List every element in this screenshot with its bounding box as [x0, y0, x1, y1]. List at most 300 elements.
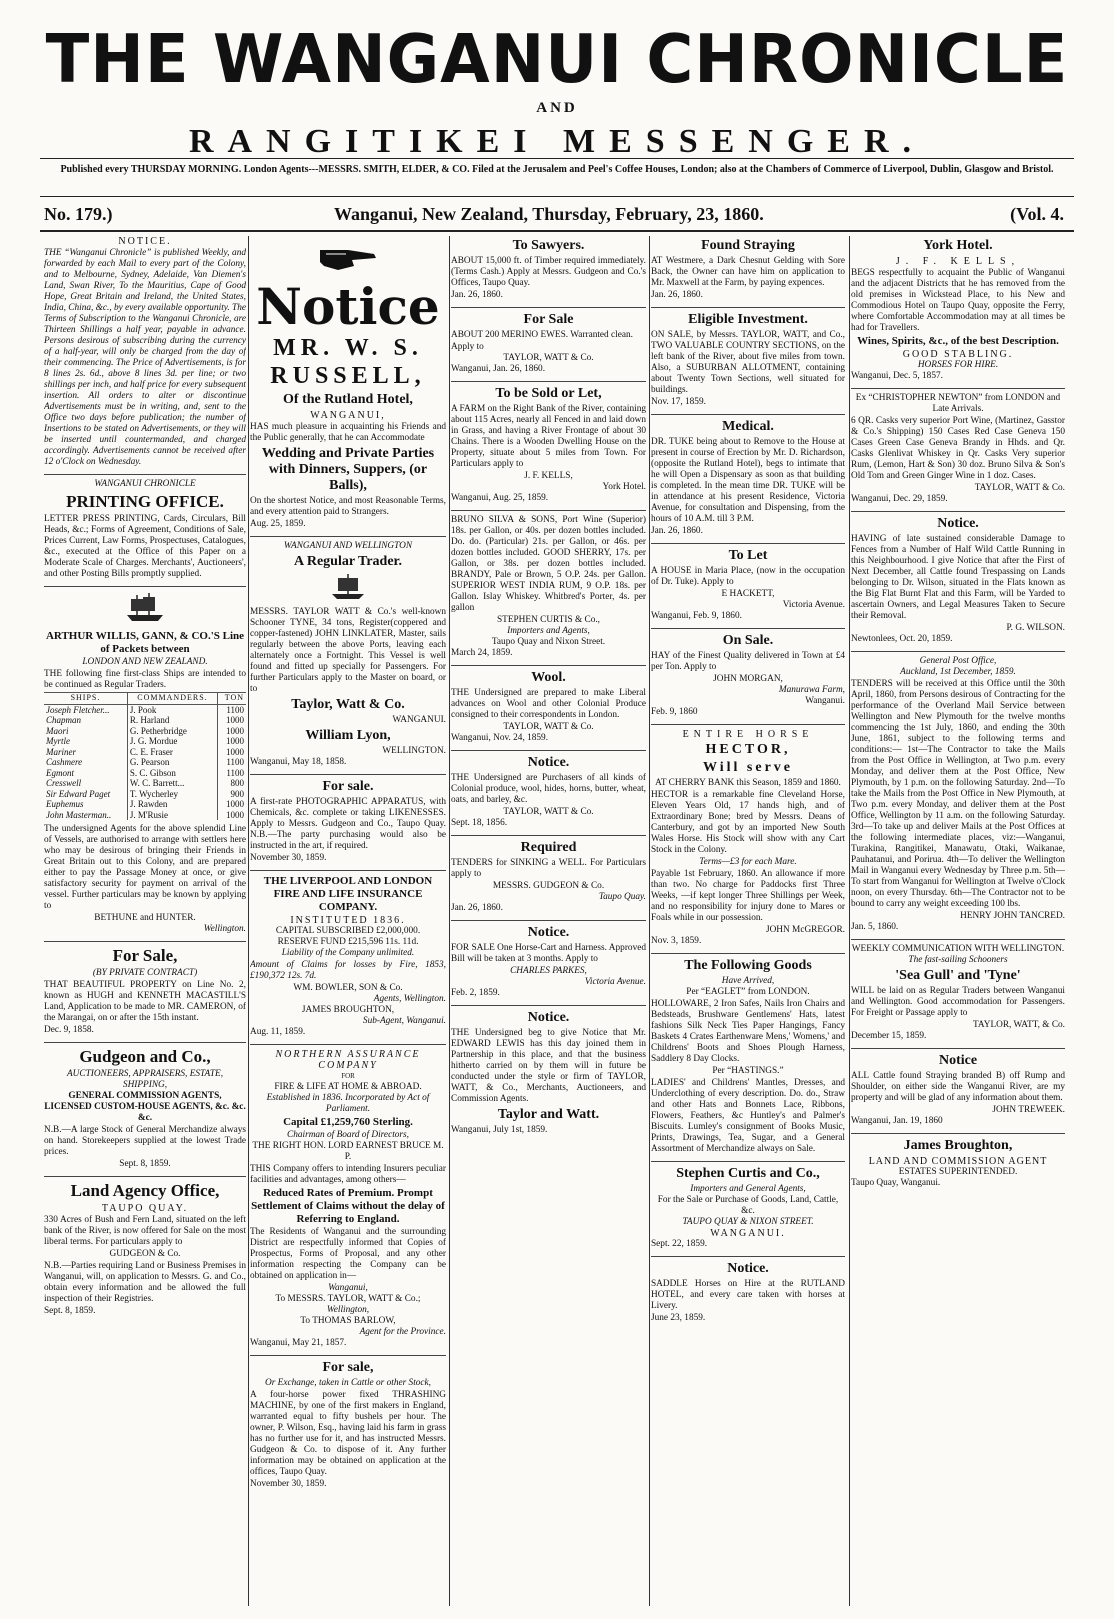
ship-tonnage: 1100 [226, 757, 244, 767]
ewes-heading: For Sale [523, 312, 574, 327]
ex-body: 6 QR. Casks very superior Port Wine, (Martinez, Gasstor & Co.'s Shipping) 150 Cases Red Case Geneva 150 Cases Green Case Geneva Brandy in Hhds. and Qr. Casks Glenlivat Whiskey in Qr. Casks Very superior Rum, (Lemon, Hart & Son) 30 doz. Bruno Silva & Son's Old Tom and Green Ginger Wine in 1 doz. Cases. [851, 416, 1065, 481]
thresh-body: A four-horse power fixed THRASHING MACHINE, by one of the first makers in England, warranted equal to fifty bushels per hour. The owner, P. Wilson, Esq., having laid his farm in grass has no further use for it, and has instructed Messrs. Gudgeon & Co. to dispose of it. Any further information may be obtained on application at the offices, Taupo Quay. [250, 1390, 446, 1477]
goods-subheading: Have Arrived, [721, 976, 775, 986]
table-row [44, 747, 246, 758]
packet-line-place: Wellington. [203, 924, 246, 934]
hay-sale-ad [651, 633, 845, 718]
ship-name: John Masterman.. [44, 810, 127, 821]
issue-number: No. 179.) [44, 204, 113, 224]
russell-name: MR. W. S. RUSSELL, [270, 335, 426, 389]
york-horses: HORSES FOR HIRE. [917, 360, 999, 370]
post-office-tender [851, 656, 1065, 933]
horse-subheading: AT CHERRY BANK this Season, 1859 and 1860. [655, 778, 841, 788]
horse-cart-date: Feb. 2, 1859. [451, 988, 500, 998]
goods-heading: The Following Goods [684, 958, 812, 973]
ship-name: Joseph Fletcher... [44, 704, 127, 715]
insurance-date: Aug. 11, 1859. [250, 1027, 306, 1037]
northern-agent: Agent for the Province. [359, 1327, 446, 1337]
ship-commander: W. C. Barrett... [127, 778, 217, 789]
required-heading: Required [520, 840, 577, 855]
produce-date: Sept. 18, 1856. [451, 818, 508, 828]
onsale-signature-3: Wanganui. [805, 696, 845, 706]
ship-commander: J. G. Mordue [127, 736, 217, 747]
weekly-date: December 15, 1859. [851, 1031, 927, 1041]
notice-big-heading: Notice [256, 277, 440, 336]
ewes-date: Wanganui, Jan. 26, 1860. [451, 364, 546, 374]
packet-line-route: LONDON AND NEW ZEALAND. [82, 657, 208, 667]
table-row [44, 778, 246, 789]
divider [44, 586, 246, 587]
onsale-signature: JOHN MORGAN, [713, 674, 783, 684]
divider [451, 1005, 646, 1006]
divider [44, 474, 246, 475]
northern-heading: NORTHERN ASSURANCE COMPANY [275, 1049, 421, 1071]
dateline-bottom-rule [40, 230, 1074, 232]
divider [44, 1042, 246, 1043]
bruno-signature-3: Taupo Quay and Nixon Street. [491, 637, 606, 647]
sale-body: THAT BEAUTIFUL PROPERTY on Line No. 2, known as HUGH and KENNETH MACASTILL'S Land, Application to be made to MR. CAMERON, of the Marangai, on or after the 15th instant. [44, 980, 246, 1023]
northern-body: THIS Company offers to intending Insurers peculiar facilities and advantages, among others— [250, 1164, 446, 1185]
ship-tonnage: 800 [230, 778, 244, 788]
photo-apparatus-ad [250, 779, 446, 864]
divider [651, 1161, 845, 1162]
divider [851, 388, 1065, 389]
threshing-machine-ad [250, 1360, 446, 1490]
ship-tonnage: 1000 [226, 725, 244, 736]
wool-body: THE Undersigned are prepared to make Liberal advances on Wool and other Colonial Produce consigned to their correspondents in London. [451, 688, 646, 720]
saddle-horses-notice [651, 1261, 845, 1324]
trespass-date: Newtonlees, Oct. 20, 1859. [851, 634, 953, 644]
thresh-date: November 30, 1859. [250, 1479, 327, 1489]
russell-place: WANGANUI, [310, 410, 386, 421]
packet-line-signature: BETHUNE and HUNTER. [94, 913, 196, 923]
ship-name: Myrtle [44, 736, 127, 747]
rutland-hotel: Of the Rutland Hotel, [283, 392, 413, 407]
land-agency-ad [44, 1181, 246, 1317]
york-date: Wanganui, Dec. 5, 1857. [851, 371, 943, 381]
divider [451, 835, 646, 836]
stray-date: Jan. 26, 1860. [651, 290, 703, 300]
invest-body: ON SALE, by Messrs. TAYLOR, WATT, and Co., TWO VALUABLE COUNTRY SECTIONS, on the left bank of the River, about five miles from town. Also, a SUBURBAN ALLOTMENT, containing about Twenty Town Sections, well situated for buildings. [651, 330, 845, 395]
found-straying-ad [651, 238, 845, 301]
weekly-heading: WEEKLY COMMUNICATION WITH WELLINGTON. [851, 944, 1065, 954]
curtis-subheading: Importers and General Agents, [690, 1184, 806, 1194]
printing-office-ad [44, 479, 246, 580]
northern-to-2: To THOMAS BARLOW, [300, 1316, 396, 1326]
ship-tonnage: 1100 [226, 767, 244, 778]
divider [451, 665, 646, 666]
dateline [44, 204, 1074, 228]
table-row [44, 789, 246, 800]
sawyers-heading: To Sawyers. [512, 238, 585, 253]
insurance-capital: CAPITAL SUBSCRIBED £2,000,000. [275, 926, 421, 936]
schooner-icon [250, 572, 446, 606]
goods-per: Per “HASTINGS.” [712, 1066, 784, 1076]
divider [651, 307, 845, 308]
photo-date: November 30, 1859. [250, 853, 327, 863]
bruno-body: BRUNO SILVA & SONS, Port Wine (Superior) 18s. per Gallon, or 40s. per dozen bottles included. Do. do. (Particular) 21s. per Gallon, or 46s. per dozen bottles included. GOOD SHERRY, 17s. per Gallon, or 38s. per dozen bottles included. BRANDY, Pale or Brown, 5 O.P. 24s. per Gallon. SUPERIOR WEST INDIA RUM, 9 O.P. 18s. per Gallon. Islay Whiskey. Whitbred's Porter, 4s. per gallon [451, 515, 646, 613]
well-tender-ad [451, 840, 646, 914]
masthead [0, 22, 1114, 161]
table-row [44, 799, 246, 810]
divider [250, 1044, 446, 1045]
newspaper-title: THE WANGANUI CHRONICLE [45, 21, 1069, 99]
wedding-heading: Wedding and Private Parties with Dinners, Suppers, (or Balls), [261, 446, 435, 493]
ship-name: Cresswell [44, 778, 127, 789]
horse-cart-place: Victoria Avenue. [584, 977, 646, 987]
northern-body-2: The Residents of Wanganui and the surrounding District are respectfully informed that Copies of Prospectus, Forms of Proposal, and any other information respecting the Company can be obtained on application in— [250, 1227, 446, 1281]
column-divider [849, 236, 850, 1606]
cattle-trespass-notice [851, 516, 1065, 645]
post-signature: HENRY JOHN TANCRED. [960, 911, 1065, 921]
land-subheading: TAUPO QUAY. [101, 1203, 189, 1214]
printing-subheading: WANGANUI CHRONICLE [94, 479, 196, 489]
insurance-agent-place: Agents, Wellington. [373, 994, 446, 1004]
ewes-apply: Apply to [451, 342, 484, 352]
notice-body: THE “Wanganui Chronicle” is published Weekly, and forwarded by each Mail to every part of the Colony, and to Melbourne, Sydney, Adelaide, Van Diemen's Land, Swan River, To the Mauritius, Cape of Good Hope, Great Britain and Ireland, the United States, India, China, &c., by every available opportunity. The Terms of Subscription to the Wanganui Chronicle, are Thirteen Shillings a half year, payable in advance. Persons desirous of subscribing during the currency of a half-year, will only be charged from the day of their commencing. The Price of Advertisements, is for 8 lines 2s. 6d., above 8 lines 3d. per line; or two shillings per inch, and half price for every subsequent insertion. All orders to alter or discontinue Advertisements must be in writing, and, sent to the Office two days before publication; the number of Insertions to be stated on Advertisements, or they will be inserted until countermanded, and charged accordingly. Advertisements cannot be received after 12 o'Clock on Wednesday. [44, 248, 246, 467]
horse-body: HECTOR is a remarkable fine Cleveland Horse, Eleven Years Old, 17 hands high, and of Extraordinary Bone; bred by Messrs. Deans of Canterbury, and got by an imported New South Wales Horse. His Stock will show with any Cart Stock in the Colony. [651, 790, 845, 855]
curtis-date: Sept. 22, 1859. [651, 1239, 708, 1249]
divider [651, 543, 845, 544]
land-body: 330 Acres of Bush and Fern Land, situated on the left bank of the River, is now offered for Sale on the most liberal terms. For particulars apply to [44, 1215, 246, 1247]
land-signature: GUDGEON & Co. [109, 1249, 181, 1259]
northern-chairman-label: Chairman of Board of Directors, [287, 1130, 409, 1140]
table-row [44, 810, 246, 821]
divider [651, 414, 845, 415]
ship-name: Cashmere [44, 757, 127, 768]
onsale-date: Feb. 9, 1860 [651, 707, 698, 717]
trader-signature-1: Taylor, Watt & Co. [291, 697, 405, 712]
ship-commander: T. Wycherley [127, 789, 217, 800]
horse-heading-3: Will serve [702, 760, 793, 775]
partnership-date: Wanganui, July 1st, 1859. [451, 1125, 548, 1135]
saddle-date: June 23, 1859. [651, 1313, 706, 1323]
packet-line-ad [44, 630, 246, 935]
gudgeon-heading: Gudgeon and Co., [79, 1047, 211, 1066]
insurance-reserve: RESERVE FUND £215,596 11s. 11d. [277, 937, 419, 947]
northern-date: Wanganui, May 21, 1857. [250, 1338, 347, 1348]
ship-commander: J. Pook [127, 704, 217, 715]
medical-body: DR. TUKE being about to Remove to the House at present in course of Erection by Mr. D. Richardson, (opposite the Rutland Hotel), begs to intimate that he will Open a Dispensary as soon as that building is completed. In the mean time DR. TUKE will be in attendance at his present Residence, Victoria Avenue, for consultation and Dispensing, from the hours of 10 A.M. till 3 P.M. [651, 437, 845, 524]
liverpool-insurance-ad [250, 875, 446, 1038]
stray-cattle-date: Wanganui, Jan. 19, 1860 [851, 1116, 943, 1126]
ship-commander: G. Pearson [127, 757, 217, 768]
insurance-subagent: JAMES BROUGHTON, [301, 1005, 395, 1015]
horse-signature: JOHN McGREGOR. [765, 925, 845, 935]
table-row [44, 704, 246, 715]
divider [250, 1355, 446, 1356]
gudgeon-date: Sept. 8, 1859. [119, 1159, 171, 1169]
printing-body: LETTER PRESS PRINTING, Cards, Circulars, Bill Heads, &c.; Forms of Agreement, Conditions of Sale, Prices Current, Law Forms, Prospectuses, Catalogues, &c., executed at the Office of this Paper on a Moderate Scale of Charges. Merchants', Auctioneers', and other Posting Bills promptly supplied. [44, 514, 246, 579]
york-name: J. F. KELLS, [895, 256, 1021, 267]
partnership-signature: Taylor and Watt. [497, 1107, 600, 1122]
let-place: Victoria Avenue. [782, 600, 845, 610]
york-hotel-ad [851, 238, 1065, 382]
subscription-notice [44, 236, 246, 468]
farm-date: Wanganui, Aug. 25, 1859. [451, 493, 549, 503]
hector-horse-ad [651, 729, 845, 947]
york-body: BEGS respectfully to acquaint the Public of Wanganui and the adjacent Districts that he has removed from the old premises in Wickstead Place, to his New and Commodious Hotel on Taupo Quay, opposite the Ferry, where Comfortable Accommodation may at all times be had for Travellers. [851, 268, 1065, 333]
ship-tonnage: 900 [230, 788, 244, 799]
ship-name: Sir Edward Paget [44, 789, 127, 800]
dateline-top-rule [40, 196, 1074, 197]
curtis-address: TAUPO QUAY & NIXON STREET. [682, 1217, 814, 1227]
ship-name: Chapman [44, 715, 127, 726]
ship-tonnage: 1100 [226, 704, 244, 715]
masthead-and: AND [536, 100, 578, 116]
volume-number: (Vol. 4. [1010, 204, 1064, 224]
column-divider [649, 236, 650, 1606]
ship-name: Euphemus [44, 799, 127, 810]
table-row [44, 715, 246, 726]
goods-subheading-2: Per “EAGLET” from LONDON. [686, 987, 810, 997]
divider [44, 1176, 246, 1177]
curtis-heading: Stephen Curtis and Co., [676, 1166, 820, 1181]
trespass-body: HAVING of late sustained considerable Damage to Fences from a Number of Half Wild Cattle Running in this Neighbourhood. I give Notice that after the First of Next December, all Cattle found Trespassing on Lands belonging to Dr. Wilson, situated in the Flats known as the Big Flat Burnt Flat and this Farm, will be Yarded to ascertain Owners, and Legal Measures Taken to Secure their Removal. [851, 534, 1065, 621]
stray-cattle-body: ALL Cattle found Straying branded B) off Rump and Shoulder, on either side the Wanganui River, are my property and will be glad of any information about them. [851, 1071, 1065, 1103]
medical-ad [651, 419, 845, 537]
horse-cart-notice [451, 925, 646, 999]
required-body: TENDERS for SINKING a WELL. For Particulars apply to [451, 858, 646, 879]
ex-signature: TAYLOR, WATT & Co. [974, 483, 1065, 493]
weekly-subheading: The fast-sailing Schooners [908, 955, 1008, 965]
sawyers-ad [451, 238, 646, 301]
photo-heading: For sale. [322, 779, 374, 794]
table-row [44, 726, 246, 737]
insurance-claims: Amount of Claims for losses by Fire, 1853, £190,372 12s. 7d. [250, 960, 446, 981]
divider [451, 381, 646, 382]
ship-commander: S. C. Gibson [127, 768, 217, 779]
let-body: A HOUSE in Maria Place, (now in the occupation of Dr. Tuke). Apply to [651, 566, 845, 587]
to-let-ad [651, 548, 845, 622]
horse-cart-heading: Notice. [527, 925, 570, 940]
packet-line-footer: The undersigned Agents for the above splendid Line of Vessels, are authorised to arrange with settlers here who may be desirous of bringing their Friends in Great Britain out to this Colony, and are prepared either to pay the Passage Money at once, or give satisfactory security for payment on arrival of the vessel. Further particulars may be known by applying to [44, 824, 246, 911]
required-date: Jan. 26, 1860. [451, 903, 503, 913]
divider [651, 1256, 845, 1257]
farm-signature: J. F. KELLS, [524, 471, 573, 481]
stray-body: AT Westmere, a Dark Chesnut Gelding with Sore Back, the Owner can have him on application to Mr. Maxwell at the Farm, by paying expences. [651, 256, 845, 288]
christopher-newton-ad [851, 393, 1065, 505]
insurance-subagent-place: Sub-Agent, Wanganui. [362, 1016, 446, 1026]
divider [651, 628, 845, 629]
trader-heading: A Regular Trader. [294, 554, 402, 569]
divider [851, 1048, 1065, 1049]
required-signature: MESSRS. GUDGEON & Co. [492, 881, 605, 891]
column-divider [248, 236, 249, 1606]
northern-chairman-name: THE RIGHT HON. LORD EARNEST BRUCE M. P. [252, 1141, 444, 1162]
ship-commander: J. Rawden [127, 799, 217, 810]
bruno-silva-ad [451, 515, 646, 659]
ships-table [44, 692, 246, 820]
stray-cattle-signature: JOHN TREWEEK. [992, 1105, 1065, 1115]
masthead-rule [40, 158, 1074, 159]
produce-notice [451, 755, 646, 829]
stray-cattle-notice [851, 1053, 1065, 1127]
land-nb: N.B.—Parties requiring Land or Business Premises in Wanganui, will, on application to Messrs. G. and Co., obtain every information and be allowed the full inspection of their Registries. [44, 1261, 246, 1304]
table-row [44, 757, 246, 768]
broughton-heading: James Broughton, [903, 1138, 1013, 1153]
photo-body: A first-rate PHOTOGRAPHIC APPARATUS, with Chemicals, &c. complete or taking LIKENESSES. Apply to Messrs. Gudgeon and Co., Taupo Quay. N.B.—The party purchasing would also be instructed in the art, if required. [250, 797, 446, 851]
northern-to-1: To MESSRS. TAYLOR, WATT & Co.; [275, 1294, 421, 1304]
stray-cattle-heading: Notice [938, 1053, 978, 1068]
post-place: Auckland, 1st December, 1859. [900, 667, 1016, 677]
farm-heading: To be Sold or Let, [495, 386, 602, 401]
newspaper-subtitle: RANGITIKEI MESSENGER. [188, 123, 926, 160]
trader-date: Wanganui, May 18, 1858. [250, 757, 347, 767]
ewes-signature: TAYLOR, WATT & Co. [503, 353, 594, 363]
broughton-subheading-2: ESTATES SUPERINTENDED. [898, 1167, 1018, 1177]
farm-body: A FARM on the Right Bank of the River, containing about 115 Acres, nearly all Fenced in and laid down in Grass, and having a River Frontage of about 30 Chains. There is a Wooden Dwelling House on the Property, situate about 5 miles from Town. For Particulars apply to [451, 404, 646, 469]
divider [451, 510, 646, 511]
insurance-heading: THE LIVERPOOL AND LONDON FIRE AND LIFE INSURANCE COMPANY. [263, 875, 433, 913]
curtis-place: WANGANUI. [710, 1228, 786, 1239]
horse-body-2: Payable 1st February, 1860. An allowance if more than two. No charge for Paddocks first Three Weeks, —if kept longer Three Shillings per Week, and no responsibility for injury done to Mares or Foals while in our possession. [651, 869, 845, 923]
farm-signature-place: York Hotel. [602, 482, 646, 492]
ex-heading: Ex “CHRISTOPHER NEWTON” from LONDON and Late Arrivals. [855, 393, 1061, 414]
ship-commander: R. Harland [127, 715, 217, 726]
insurance-agent: WM. BOWLER, SON & Co. [293, 983, 403, 993]
northern-subheading: FIRE & LIFE AT HOME & ABROAD. [274, 1082, 422, 1092]
pointing-hand-icon [318, 236, 378, 280]
horse-cart-signature: CHARLES PARKES, [510, 966, 587, 976]
divider [651, 953, 845, 954]
ships-table-header: TON [218, 693, 246, 705]
northern-assurance-ad [250, 1049, 446, 1349]
packet-line-body: THE following fine first-class Ships are intended to be continued as Regular Traders. [44, 669, 246, 690]
weekly-signature: TAYLOR, WATT, & Co. [972, 1020, 1065, 1030]
ship-tonnage: 1000 [226, 715, 244, 725]
publication-line: Published every THURSDAY MORNING. London Agents---MESSRS. SMITH, ELDER, & CO. Filed at the Jerusalem and Peel's Coffee Houses, London; also at the Chambers of Commerce of Liverpool, Dublin, Glasgow and Bristol. [60, 164, 1054, 175]
following-goods-ad [651, 958, 845, 1155]
partnership-notice [451, 1010, 646, 1136]
sawyers-body: ABOUT 15,000 ft. of Timber required immediately. (Terms Cash.) Apply at Messrs. Gudgeon and Co.'s Offices, Taupo Quay. [451, 256, 646, 288]
ex-date: Wanganui, Dec. 29, 1859. [851, 494, 948, 504]
saddle-heading: Notice. [727, 1261, 769, 1276]
broughton-place: Taupo Quay, Wanganui. [851, 1178, 941, 1188]
onsale-heading: On Sale. [722, 633, 774, 648]
russell-body: HAS much pleasure in acquainting his Friends and the Public generally, that he can Accommodate [250, 422, 446, 443]
farm-ad [451, 386, 646, 504]
horse-cart-body: FOR SALE One Horse-Cart and Harness. Approved Bill will be taken at 3 months. Apply to [451, 943, 646, 964]
northern-capital: Capital £1,259,760 Sterling. [283, 1116, 413, 1128]
table-row [44, 736, 246, 747]
trader-place-1: WANGANUI. [392, 715, 446, 725]
russell-terms: On the shortest Notice, and most Reasonable Terms, and every attention paid to Strangers. [250, 496, 446, 517]
weekly-ships: 'Sea Gull' and 'Tyne' [895, 968, 1021, 983]
ship-tonnage: 1000 [226, 799, 244, 809]
notice-heading: NOTICE. [118, 236, 172, 247]
gudgeon-subheading: AUCTIONEERS, APPRAISERS, ESTATE, SHIPPING, [66, 1069, 224, 1090]
northern-reduced: Reduced Rates of Premium. Prompt Settlement of Claims without the delay of Referring to England. [251, 1187, 445, 1225]
wool-date: Wanganui, Nov. 24, 1859. [451, 733, 549, 743]
horse-heading-1: ENTIRE HORSE [682, 729, 814, 740]
ship-commander: G. Petherbridge [127, 726, 217, 737]
post-heading: General Post Office, [919, 656, 997, 666]
produce-signature: TAYLOR, WATT & Co. [503, 807, 594, 817]
trader-body: MESSRS. TAYLOR WATT & Co.'s well-known Schooner TYNE, 34 tons, Register(coppered and copper-fastened) JOHN LINKLATER, Master, sails regularly between the above Ports, leaving each alternately once a Fortnight. This Vessel is well found and fitted up specially for Passengers. For further Particulars apply to the Master on board, or to [250, 607, 446, 694]
ship-tonnage: 1000 [226, 736, 244, 746]
thresh-subheading: Or Exchange, taken in Cattle or other Stock, [264, 1378, 431, 1388]
gudgeon-subheading-2: GENERAL COMMISSION AGENTS, LICENSED CUSTOM-HOUSE AGENTS, &c. &c. &c. [44, 1091, 246, 1123]
column-4 [651, 236, 845, 1606]
ship-icon [44, 591, 246, 629]
ship-commander: C. E. Fraser [127, 747, 217, 758]
ship-name: Mariner [44, 747, 127, 758]
onsale-body: HAY of the Finest Quality delivered in Town at £4 per Ton. Apply to [651, 651, 845, 672]
divider [44, 941, 246, 942]
insurance-liability: Liability of the Company unlimited. [281, 948, 415, 958]
sawyers-date: Jan. 26, 1860. [451, 290, 503, 300]
issue-date: Wanganui, New Zealand, Thursday, February, 23, 1860. [334, 204, 764, 224]
divider [250, 870, 446, 871]
gudgeon-body: N.B.—A large Stock of General Merchandize always on hand. Storekeepers supplied at the lowest Trade prices. [44, 1125, 246, 1157]
ship-tonnage: 1000 [226, 809, 244, 820]
ship-commander: J. M'Rusie [127, 810, 217, 821]
northern-wanganui: Wanganui, [328, 1283, 368, 1293]
column-1 [44, 236, 246, 1606]
horse-date: Nov. 3, 1859. [651, 936, 702, 946]
thresh-heading: For sale, [322, 1360, 374, 1375]
northern-wellington: Wellington, [326, 1305, 370, 1315]
trader-place-2: WELLINGTON. [382, 746, 446, 756]
goods-body: HOLLOWARE, 2 Iron Safes, Nails Iron Chairs and Bedsteads, Brushware Gentlemens' Hats, latest fashions Silk Neck Ties Paper Hangings, Fancy Baskets 4 Crates Earthenware Mens,' Womens,' and Childrens' Boots and Shoes Plough Harness, Saddlery 8 Day Clocks. [651, 999, 845, 1064]
let-date: Wanganui, Feb. 9, 1860. [651, 611, 742, 621]
northern-for: FOR [341, 1072, 355, 1080]
ship-tonnage: 1000 [226, 746, 244, 757]
land-heading: Land Agency Office, [70, 1181, 220, 1200]
james-broughton-ad [851, 1138, 1065, 1189]
wool-signature: TAYLOR, WATT & Co. [503, 722, 594, 732]
divider [651, 724, 845, 725]
let-heading: To Let [728, 548, 768, 563]
stray-heading: Found Straying [701, 238, 795, 253]
regular-trader-ad [250, 541, 446, 768]
produce-heading: Notice. [527, 755, 570, 770]
insurance-instituted: INSTITUTED 1836. [290, 915, 406, 926]
york-stabling: GOOD STABLING. [902, 349, 1014, 360]
ships-table-header: COMMANDERS. [127, 693, 217, 705]
column-3 [451, 236, 646, 1606]
ewes-ad [451, 312, 646, 375]
trader-signature-2: William Lyon, [305, 728, 391, 743]
bruno-signature: STEPHEN CURTIS & Co., [496, 615, 600, 625]
partnership-body: THE Undersigned beg to give Notice that Mr. EDWARD LEWIS has this day joined them in Partnership in this place, and that the business hitherto carried on by them will in future be conducted under the style or firm of TAYLOR, WATT, & Co., Merchants, Auctioneers, and Commission Agents. [451, 1028, 646, 1104]
divider [451, 920, 646, 921]
partnership-heading: Notice. [527, 1010, 570, 1025]
packet-line-heading: ARTHUR WILLIS, GANN, & CO.'S Line of Packets between [45, 630, 245, 655]
ship-name: Maori [44, 726, 127, 737]
gudgeon-ad [44, 1047, 246, 1170]
private-sale-ad [44, 946, 246, 1036]
northern-established: Established in 1836. Incorporated by Act of Parliament. [266, 1093, 430, 1114]
bruno-signature-2: Importers and Agents, [507, 626, 590, 636]
divider [250, 536, 446, 537]
column-5 [851, 236, 1065, 1606]
bruno-date: March 24, 1859. [451, 648, 513, 658]
let-signature: E HACKETT, [721, 589, 775, 599]
trespass-heading: Notice. [937, 516, 979, 531]
divider [250, 774, 446, 775]
weekly-body: WILL be laid on as Regular Traders between Wanganui and Wellington. Good accommodation for Passengers. For Freight or Passage apply to [851, 986, 1065, 1018]
weekly-communication-ad [851, 944, 1065, 1042]
stephen-curtis-ad [651, 1166, 845, 1250]
investment-ad [651, 312, 845, 408]
york-wines: Wines, Spirits, &c., of the best Description. [857, 335, 1059, 347]
york-heading: York Hotel. [923, 238, 993, 253]
land-date: Sept. 8, 1859. [44, 1306, 96, 1316]
horse-heading-2: HECTOR, [705, 742, 791, 757]
saddle-body: SADDLE Horses on Hire at the RUTLAND HOTEL, and every care taken with horses at Livery. [651, 1279, 845, 1311]
